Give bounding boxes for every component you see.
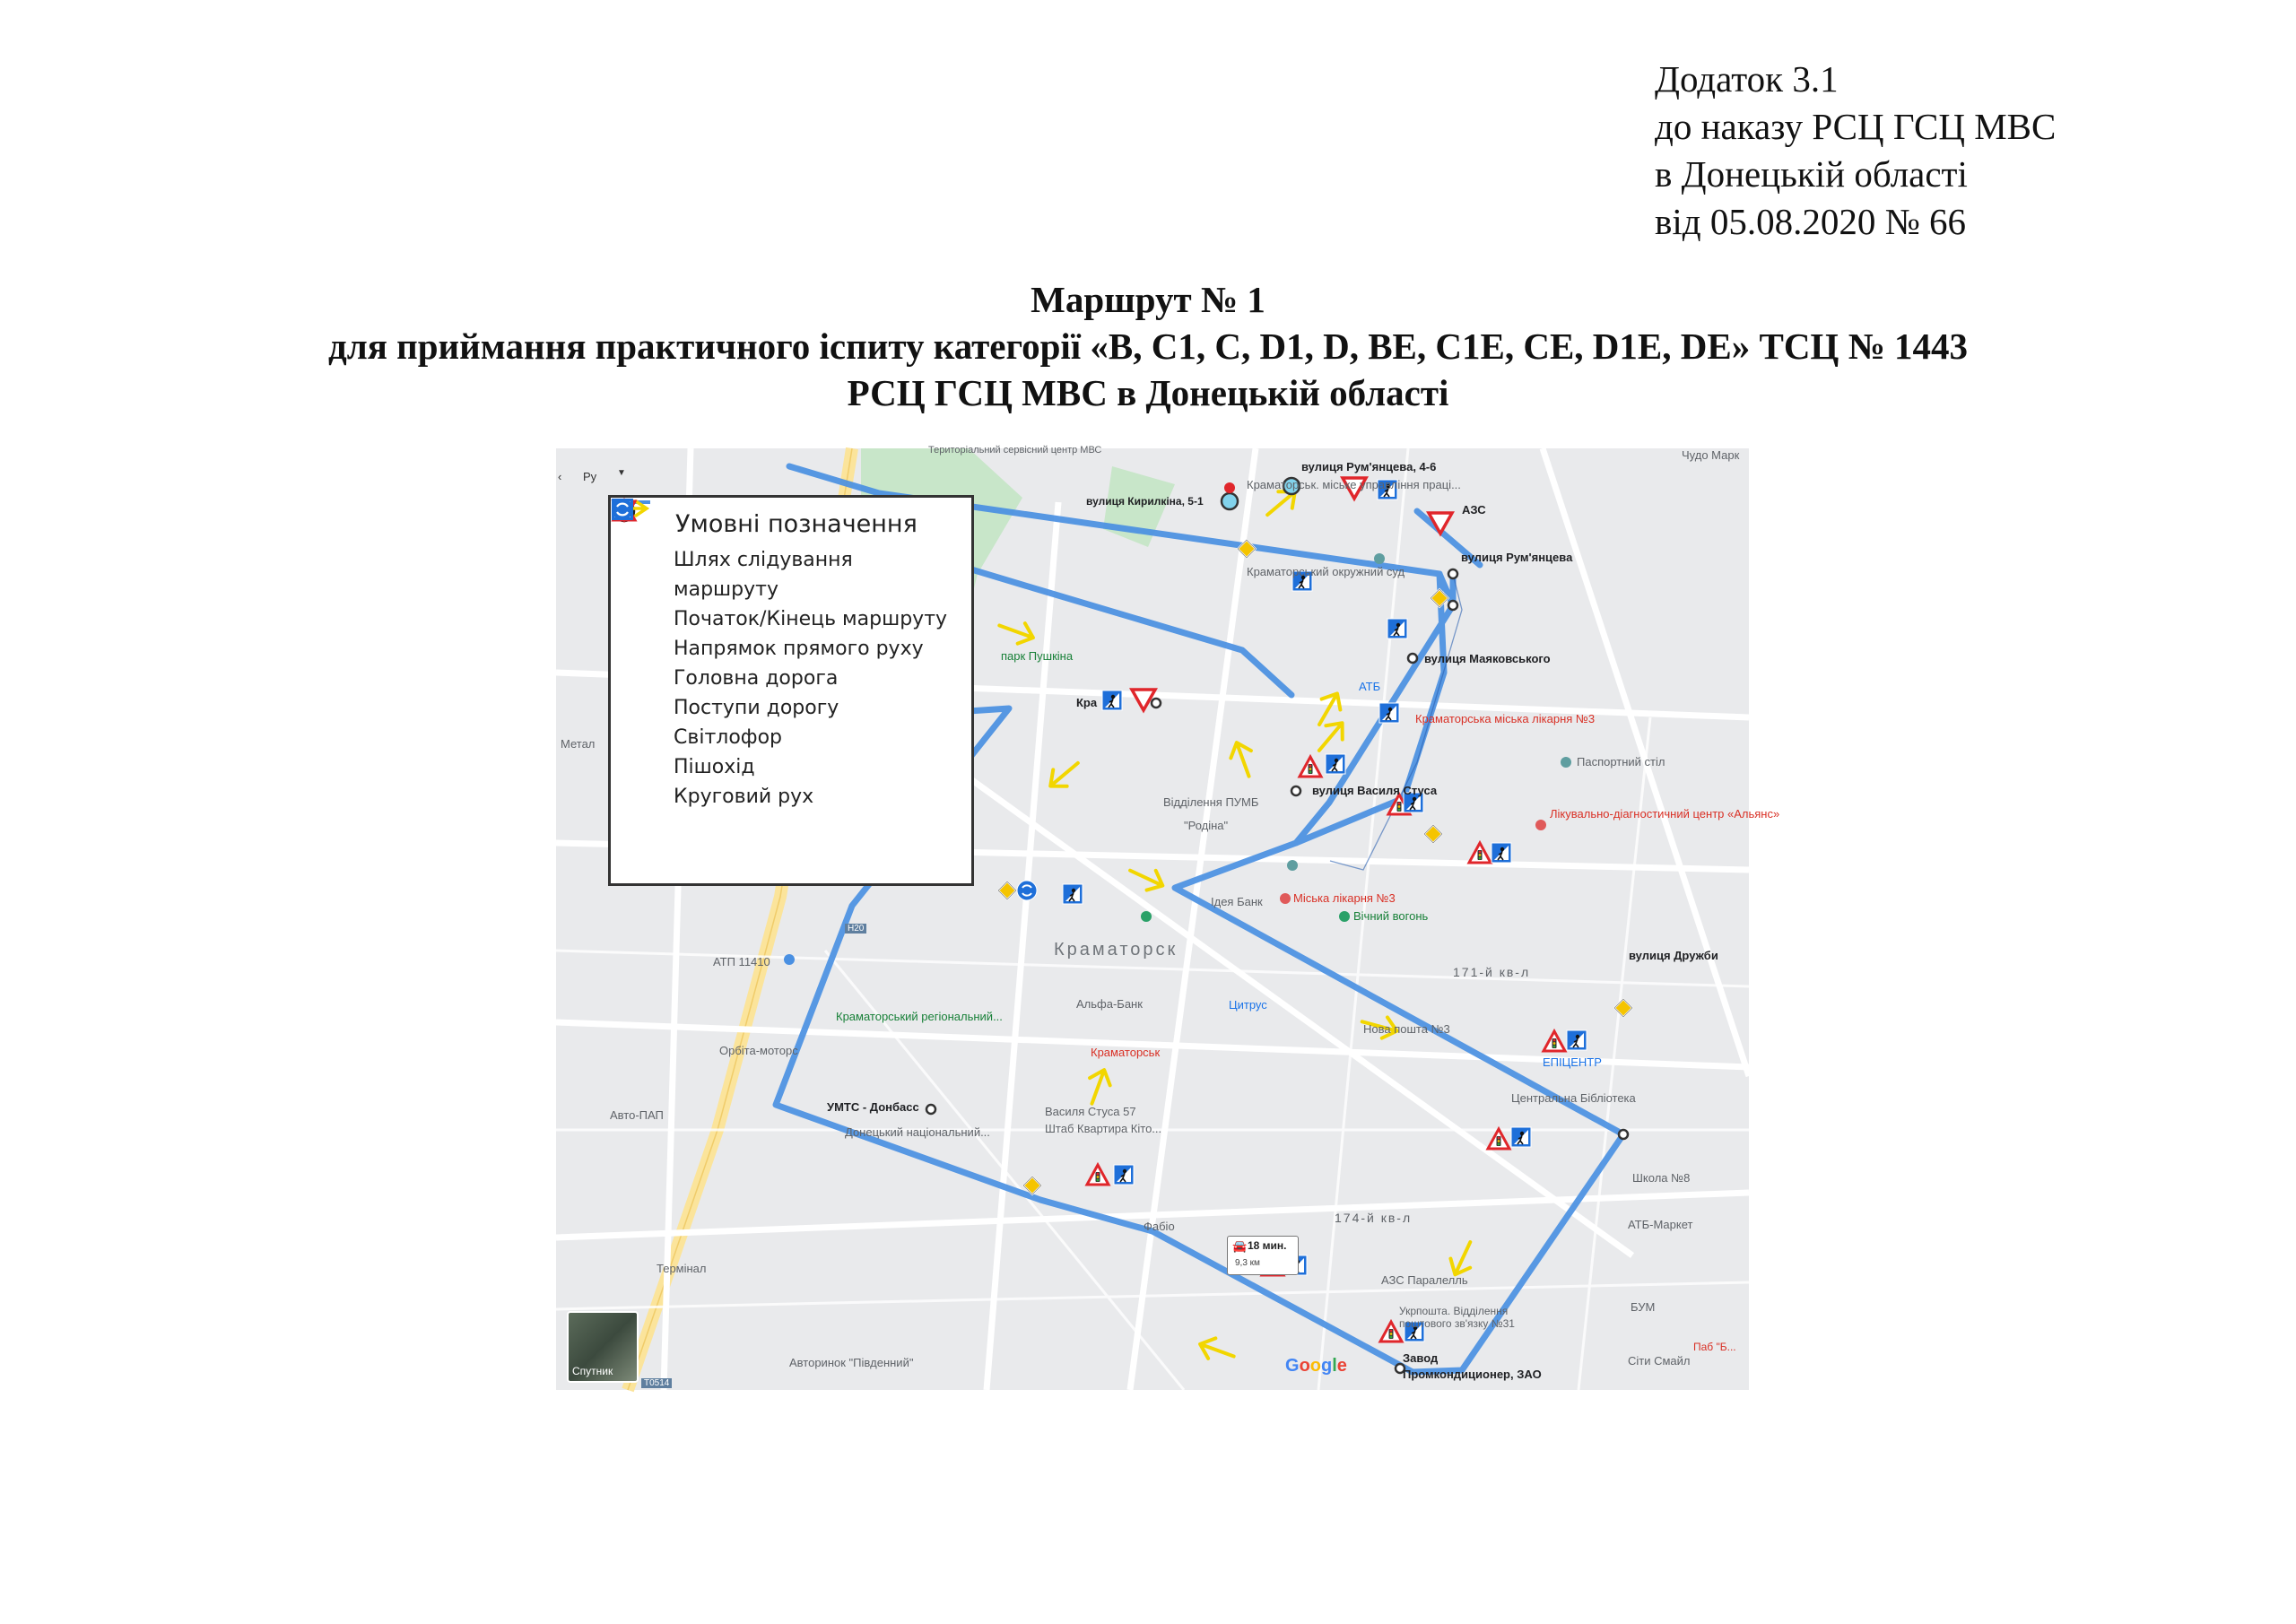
roundabout-sign bbox=[1017, 881, 1037, 900]
legend-label: Головна дорога bbox=[674, 667, 839, 690]
map-label: Паб "Б... bbox=[1693, 1341, 1736, 1353]
waypoint-label: АЗС bbox=[1462, 503, 1486, 517]
legend-item bbox=[623, 604, 959, 634]
place-pin-icon bbox=[1287, 860, 1298, 871]
title-line: Маршрут № 1 bbox=[1031, 279, 1265, 320]
map-label: Авто-ПАП bbox=[610, 1108, 664, 1122]
legend-label: Світлофор bbox=[674, 726, 783, 749]
map-label: Орбіта-моторс bbox=[719, 1044, 798, 1057]
traffic-light-sign bbox=[1300, 757, 1321, 777]
destination-pin-icon bbox=[1224, 482, 1235, 493]
main-road-sign-icon bbox=[623, 664, 674, 693]
place-pin-icon bbox=[1535, 820, 1546, 830]
traffic-light-sign bbox=[1469, 843, 1491, 863]
yield-sign-icon bbox=[623, 693, 674, 723]
map-label: Лікувально-діагностичний центр «Альянс» bbox=[1550, 807, 1780, 821]
waypoint-label: Завод bbox=[1403, 1351, 1439, 1365]
direction-arrow bbox=[1126, 861, 1167, 896]
direction-arrow bbox=[1227, 739, 1259, 780]
map-label: Нова пошта №3 bbox=[1363, 1022, 1450, 1036]
duration-distance: 9,3 км bbox=[1235, 1258, 1260, 1268]
waypoint-marker bbox=[1152, 699, 1161, 708]
waypoint-marker bbox=[1292, 786, 1300, 795]
district-label: 174-й кв-л bbox=[1335, 1211, 1413, 1225]
map-label: Метал bbox=[561, 737, 596, 751]
map-label: АТБ-Маркет bbox=[1628, 1218, 1693, 1231]
place-pin-icon bbox=[1141, 911, 1152, 922]
map-label: АЗС Паралелль bbox=[1381, 1273, 1468, 1287]
waypoint-marker bbox=[1619, 1130, 1628, 1139]
satellite-label: Спутник bbox=[572, 1365, 613, 1377]
annex-line: до наказу РСЦ ГСЦ МВС bbox=[1655, 106, 2057, 147]
place-pin-icon bbox=[784, 954, 795, 965]
traffic-light-sign-icon bbox=[623, 723, 674, 752]
annex-line: Додаток 3.1 bbox=[1655, 58, 1839, 100]
traffic-light-sign bbox=[1087, 1165, 1109, 1185]
document-title bbox=[0, 276, 2296, 416]
map-label: АТП 11410 bbox=[713, 955, 770, 968]
duration-time: 18 мин. bbox=[1248, 1239, 1287, 1252]
language-dropdown[interactable] bbox=[574, 462, 637, 492]
annex-header bbox=[1655, 56, 2056, 246]
map-label: Вічний вогонь bbox=[1353, 909, 1429, 923]
legend-item bbox=[623, 782, 959, 812]
map-label: Штаб Квартира Кіто... bbox=[1045, 1122, 1162, 1135]
pedestrian-sign bbox=[1387, 619, 1407, 638]
pedestrian-sign-icon bbox=[623, 752, 674, 782]
pedestrian-sign bbox=[1511, 1127, 1531, 1147]
waypoint-label: Кра bbox=[1076, 696, 1098, 709]
waypoint-marker bbox=[926, 1105, 935, 1114]
map-label: Краматорська міська лікарня №3 bbox=[1415, 712, 1596, 725]
legend-item bbox=[623, 634, 959, 664]
arrow-straight-icon bbox=[623, 634, 674, 664]
road-shield: T0514 bbox=[641, 1378, 672, 1388]
waypoint-label: вулиця Рум'янцева, 4-6 bbox=[1301, 460, 1437, 473]
car-icon: 🚘 bbox=[1232, 1239, 1248, 1253]
traffic-light-sign bbox=[1544, 1031, 1565, 1051]
city-label: Краматорск bbox=[1054, 940, 1178, 960]
annex-line: від 05.08.2020 № 66 bbox=[1655, 201, 1966, 242]
google-logo: Google bbox=[1285, 1356, 1347, 1376]
legend-label: Шлях слідування маршруту bbox=[674, 549, 853, 601]
map-label: Сіти Смайл bbox=[1628, 1354, 1691, 1368]
legend-label: Круговий рух bbox=[674, 786, 814, 808]
legend-label: Пішохід bbox=[674, 756, 755, 778]
pedestrian-sign bbox=[1114, 1165, 1134, 1185]
map-label: Міська лікарня №3 bbox=[1293, 891, 1396, 905]
direction-arrow bbox=[1043, 755, 1084, 795]
direction-arrow bbox=[1082, 1066, 1114, 1107]
waypoint-marker bbox=[1408, 654, 1417, 663]
map-label: Паспортний стіл bbox=[1577, 755, 1665, 769]
direction-arrow bbox=[1311, 716, 1351, 757]
waypoint-label: вулиця Василя Стуса bbox=[1312, 784, 1438, 797]
map-label: Термінал bbox=[657, 1262, 707, 1275]
waypoint-marker bbox=[1448, 569, 1457, 578]
place-pin-icon bbox=[1374, 553, 1385, 564]
legend-item bbox=[623, 545, 959, 604]
legend-heading: Умовні позначення bbox=[675, 510, 918, 538]
place-pin-icon bbox=[1280, 893, 1291, 904]
map-label: Відділення ПУМБ bbox=[1163, 795, 1259, 809]
map-legend bbox=[608, 495, 974, 886]
pedestrian-sign bbox=[1567, 1030, 1587, 1050]
map-label: ЕПІЦЕНТР bbox=[1543, 1055, 1602, 1069]
map-label: "Родіна" bbox=[1184, 819, 1229, 832]
map-label: Центральна Бібліотека bbox=[1511, 1091, 1636, 1105]
route-map[interactable] bbox=[556, 445, 1780, 1390]
district-label: 171-й кв-л bbox=[1453, 965, 1531, 979]
pedestrian-sign bbox=[1492, 843, 1511, 863]
legend-label: Початок/Кінець маршруту bbox=[674, 608, 948, 630]
route-duration-box[interactable] bbox=[1227, 1236, 1299, 1275]
legend-item bbox=[623, 693, 959, 723]
map-label: Фабіо bbox=[1144, 1220, 1175, 1233]
main-road-sign bbox=[998, 881, 1016, 899]
satellite-toggle[interactable] bbox=[567, 1311, 639, 1383]
legend-label: Поступи дорогу bbox=[674, 697, 839, 719]
map-label: Авторинок "Південний" bbox=[789, 1356, 914, 1369]
map-label: Краматорськ. міське управління праці... bbox=[1247, 478, 1461, 491]
map-label: Василя Стуса 57 bbox=[1045, 1105, 1136, 1118]
map-label: Школа №8 bbox=[1632, 1171, 1691, 1185]
legend-item bbox=[623, 723, 959, 752]
annex-line: в Донецькій області bbox=[1655, 153, 1968, 195]
end-marker bbox=[1222, 493, 1238, 509]
map-label: Ідея Банк bbox=[1211, 895, 1263, 908]
direction-arrow bbox=[996, 615, 1037, 647]
map-label: Донецький національний... bbox=[845, 1125, 990, 1139]
map-label: Укрпошта. Відділення поштового зв'язку №31 bbox=[1399, 1305, 1515, 1330]
route-line-icon bbox=[623, 545, 674, 575]
waypoint-label: вулиця Маяковського bbox=[1424, 652, 1551, 665]
map-label: Альфа-Банк bbox=[1076, 997, 1143, 1011]
start-end-circle-icon bbox=[623, 604, 674, 634]
map-label: Краматорський регіональний... bbox=[836, 1010, 1003, 1023]
title-line: для приймання практичного іспиту категорії «B, C1, C, D1, D, BE, C1E, CE, D1E, DE» ТСЦ № 1443 bbox=[327, 326, 1969, 367]
map-label: АТБ bbox=[1359, 680, 1381, 693]
language-value: Ру bbox=[583, 470, 597, 483]
pedestrian-sign bbox=[1326, 754, 1345, 774]
map-label: БУМ bbox=[1631, 1300, 1656, 1314]
map-collapse-button[interactable] bbox=[556, 462, 569, 492]
title-line: РСЦ ГСЦ МВС в Донецькій області bbox=[847, 372, 1449, 413]
map-label: Краматорськ bbox=[1091, 1046, 1161, 1059]
pedestrian-sign bbox=[1063, 884, 1083, 904]
legend-label: Напрямок прямого руху bbox=[674, 638, 924, 660]
traffic-light-sign bbox=[1488, 1129, 1509, 1149]
place-pin-icon bbox=[1339, 911, 1350, 922]
main-road-sign bbox=[1614, 999, 1632, 1017]
map-label: Цитрус bbox=[1229, 998, 1267, 1012]
chevron-left-icon: ‹ bbox=[558, 470, 562, 483]
waypoint-marker bbox=[1448, 601, 1457, 610]
waypoint-label: УМТС - Донбасс bbox=[827, 1100, 919, 1114]
main-road-sign bbox=[1424, 825, 1442, 843]
waypoint-label: вулиця Дружби bbox=[1629, 949, 1718, 962]
place-pin-icon bbox=[1561, 757, 1571, 768]
chevron-down-icon: ▼ bbox=[617, 468, 626, 478]
waypoint-label: вулиця Кирилкіна, 5-1 bbox=[1086, 495, 1204, 508]
legend-item bbox=[623, 664, 959, 693]
pedestrian-sign bbox=[1379, 703, 1399, 723]
road-shield: H20 bbox=[845, 924, 866, 934]
map-label: Чудо Марк bbox=[1682, 448, 1740, 462]
direction-arrow bbox=[1196, 1334, 1238, 1367]
map-label: парк Пушкіна bbox=[1001, 649, 1074, 663]
roundabout-sign-icon bbox=[623, 782, 674, 812]
waypoint-label: вулиця Рум'янцева bbox=[1461, 551, 1573, 564]
pedestrian-sign bbox=[1102, 690, 1122, 710]
map-label: Територіальний сервісний центр МВС bbox=[928, 445, 1102, 456]
waypoint-label: Промкондиционер, ЗАО bbox=[1403, 1368, 1542, 1381]
map-label: Краматорський окружний суд bbox=[1247, 565, 1405, 578]
legend-item bbox=[623, 752, 959, 782]
